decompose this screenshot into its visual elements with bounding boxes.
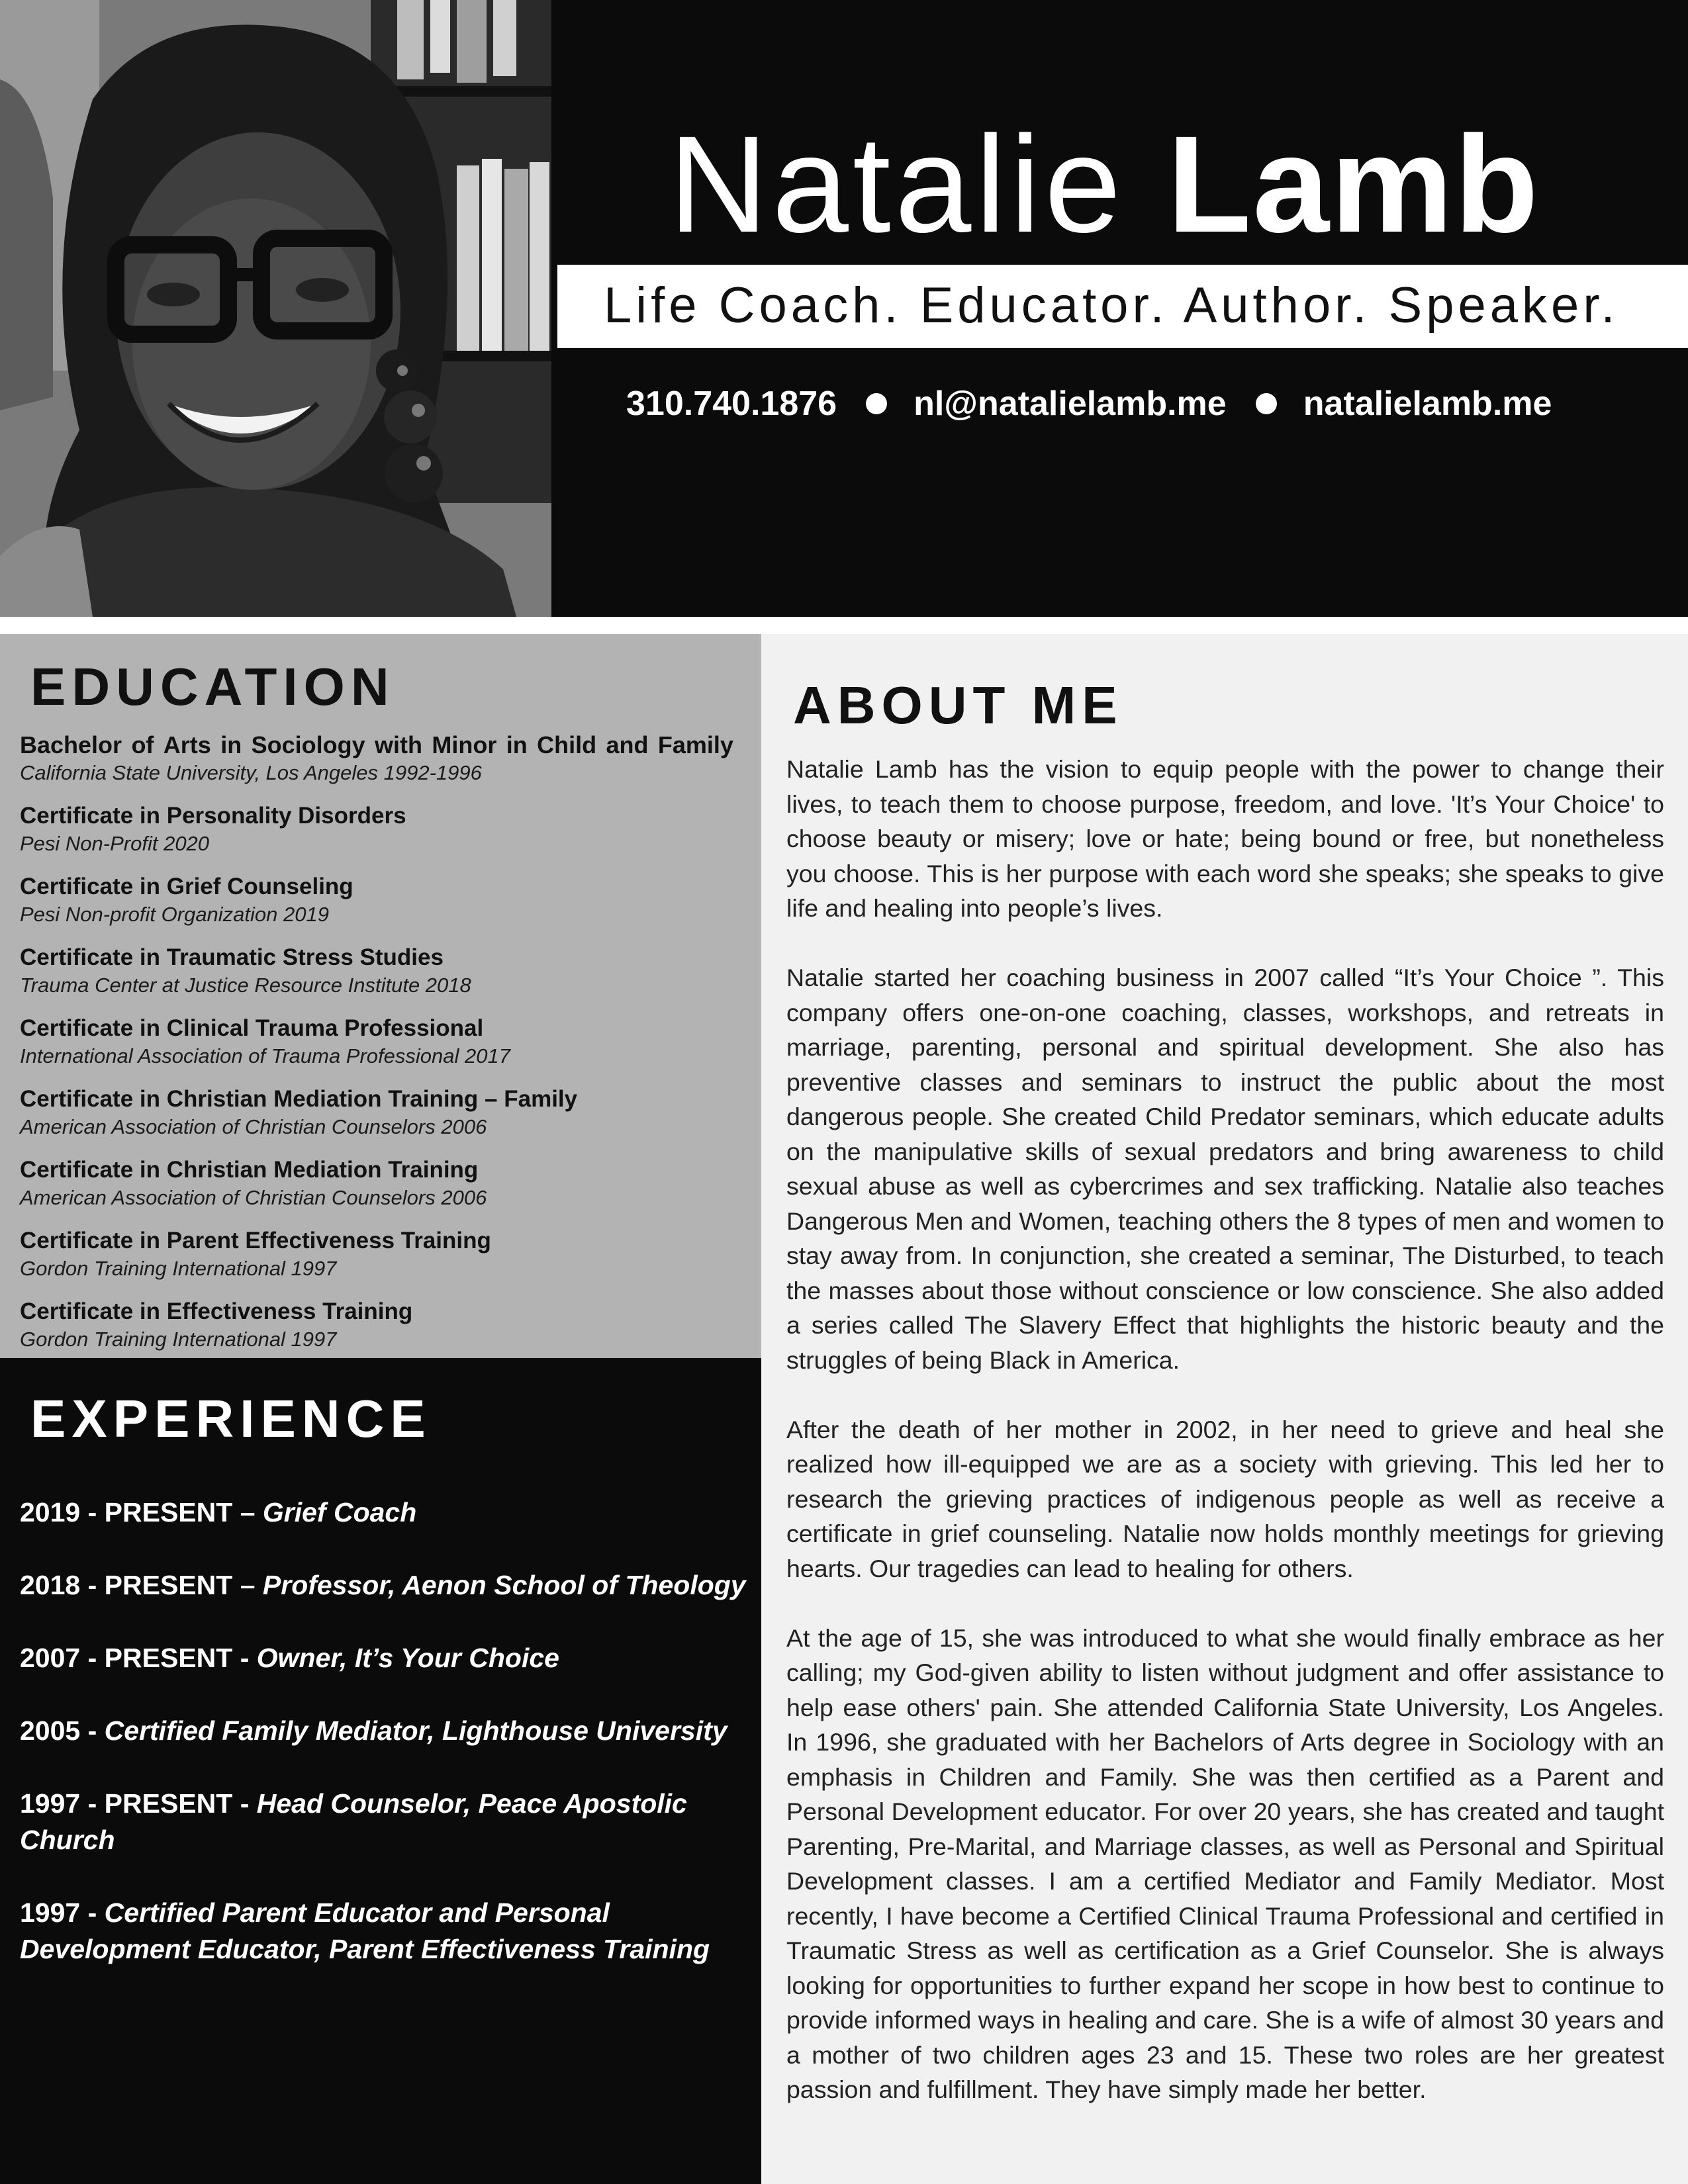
profile-photo (0, 0, 551, 617)
education-institution: American Association of Christian Counselors 2006 (20, 1115, 487, 1138)
first-name: Natalie (669, 108, 1125, 261)
degree-word: of (131, 731, 154, 758)
experience-item (20, 1786, 748, 1858)
education-item (20, 801, 741, 872)
degree-word: Minor (432, 731, 497, 758)
education-institution: Pesi Non-Profit 2020 (20, 832, 210, 855)
degree-word: Sociology (251, 731, 365, 758)
experience-section (0, 1358, 761, 2184)
education-item (20, 943, 741, 1014)
experience-item (20, 1895, 748, 1968)
about-body (786, 752, 1664, 2142)
experience-separator: – (232, 1497, 263, 1527)
tagline-band (557, 265, 1688, 348)
education-item (20, 1297, 741, 1368)
education-title: Certificate in Grief Counseling (20, 874, 353, 899)
about-heading: ABOUT ME (793, 676, 1123, 735)
education-item (20, 1085, 741, 1156)
education-title: Certificate in Traumatic Stress Studies (20, 944, 444, 970)
experience-item (20, 1494, 748, 1531)
education-list (20, 731, 741, 1368)
experience-role: Certified Parent Educator and Personal Development Educator, Parent Effectiveness Training (20, 1897, 710, 1964)
education-institution: American Association of Christian Counselors 2006 (20, 1186, 487, 1209)
education-title (20, 731, 733, 760)
about-paragraph: After the death of her mother in 2002, in her need to grieve and heal she realized how ill-equipped we are as a society with grieving. This led her to research the grieving practices of indigenous people as well as receive a certificate in grief counseling. Natalie now holds monthly meetings for grieving hearts. Our tragedies can lead to healing for others. (786, 1415, 1664, 1582)
education-item (20, 1156, 741, 1226)
degree-word: and (606, 731, 649, 758)
education-institution: International Association of Trauma Professional 2017 (20, 1044, 510, 1068)
about-paragraph: At the age of 15, she was introduced to what she would finally embrace as her calling; my God-given ability to listen without judgment and offer assistance to help ease others' pain. She attended California State University, Los Angeles. In 1996, she graduated with her Bachelors of Arts degree in Sociology with an emphasis in Children and Family. She was then certified as a Parent and Personal Development educator. For over 20 years, she has created and taught Parenting, Pre-Marital, and Marriage classes, as well as Personal and Spiritual Development classes. I am a certified Mediator and Family Mediator. Most recently, I have become a Certified Clinical Trauma Professional and certified in Traumatic Stress as well as certification as a Grief Counselor. She is always looking for opportunities to further expand her scope in how best to continue to provide informed ways in healing and care. She is a wife of almost 30 years and a mother of two children ages 23 and 15. These two roles are her greatest passion and fulfillment. They have simply made her better. (786, 1623, 1664, 2103)
name-title (669, 108, 1540, 261)
about-section (761, 617, 1688, 2184)
education-institution: Trauma Center at Justice Resource Institute 2018 (20, 974, 471, 997)
education-section (0, 617, 761, 1358)
about-paragraph: Natalie Lamb has the vision to equip people with the power to change their lives, to teach them to choose purpose, freedom, and love. 'It’s Your Choice' to choose beauty or misery; love or hate; being bound or free, but nonetheless you choose. This is her purpose with each word she speaks; she speaks to give life and healing into people’s lives. (786, 755, 1664, 922)
email-link[interactable]: nl@natalielamb.me (914, 385, 1227, 423)
degree-word: with (374, 731, 422, 758)
experience-role: Head Counselor, Peace Apostolic Church (20, 1788, 687, 1855)
experience-item (20, 1567, 748, 1604)
website-link[interactable]: natalielamb.me (1303, 385, 1552, 423)
education-item (20, 731, 741, 801)
phone[interactable]: 310.740.1876 (626, 385, 837, 423)
tagline: Life Coach. Educator. Author. Speaker. (604, 277, 1619, 334)
degree-word: in (220, 731, 242, 758)
education-heading: EDUCATION (30, 657, 395, 716)
degree-word: Bachelor (20, 731, 122, 758)
experience-role: Owner, It’s Your Choice (256, 1643, 559, 1673)
education-institution: Gordon Training International 1997 (20, 1328, 337, 1351)
education-item (20, 1014, 741, 1085)
bullet-dot-icon (1256, 393, 1277, 414)
experience-period: 2007 - PRESENT (20, 1643, 233, 1673)
education-title: Certificate in Parent Effectiveness Training (20, 1228, 491, 1253)
experience-separator: - (80, 1715, 105, 1746)
education-item (20, 872, 741, 943)
experience-separator: - (232, 1643, 257, 1673)
experience-period: 2019 - PRESENT (20, 1497, 233, 1527)
degree-word: Arts (163, 731, 211, 758)
degree-word: Child (537, 731, 597, 758)
experience-period: 1997 (20, 1897, 81, 1928)
experience-item (20, 1713, 748, 1749)
about-paragraph: Natalie started her coaching business in 2007 called “It’s Your Choice ”. This company offers one-on-one coaching, classes, workshops, and retreats in marriage, parenting, personal and spiritual development. She also has preventive classes and seminars to instruct the public about the most dangerous people. She created Child Predator seminars, which educate adults on the manipulative skills of sexual predators and bring awareness to child sexual abuse as well as cybercrimes and sex trafficking. Natalie also teaches Dangerous Men and Women, teaching others the 8 types of men and women to stay away from. In conjunction, she created a seminar, The Disturbed, to teach the masses about those without conscience or low conscience. She also added a series called The Slavery Effect that highlights the historic beauty and the struggles of being Black in America. (786, 964, 1664, 1374)
education-title: Certificate in Personality Disorders (20, 803, 406, 829)
education-item (20, 1226, 741, 1297)
experience-separator: – (232, 1570, 263, 1600)
education-title: Certificate in Christian Mediation Training (20, 1157, 479, 1183)
experience-role: Professor, Aenon School of Theology (262, 1570, 746, 1600)
header (0, 0, 1688, 617)
last-name: Lamb (1167, 108, 1540, 261)
education-institution: California State University, Los Angeles 1992-1996 (20, 761, 482, 784)
experience-separator: - (232, 1788, 257, 1819)
experience-role: Grief Coach (262, 1497, 417, 1527)
experience-role: Certified Family Mediator, Lighthouse University (104, 1715, 727, 1746)
education-institution: Pesi Non-profit Organization 2019 (20, 903, 329, 926)
experience-item (20, 1640, 748, 1676)
education-title: Certificate in Christian Mediation Training – Family (20, 1086, 578, 1112)
bullet-dot-icon (866, 393, 887, 414)
experience-list (20, 1494, 748, 2004)
experience-period: 2005 (20, 1715, 81, 1746)
contact-line (626, 384, 1552, 424)
experience-period: 2018 - PRESENT (20, 1570, 233, 1600)
experience-heading: EXPERIENCE (30, 1389, 432, 1448)
degree-word: Family (657, 731, 733, 758)
experience-separator: - (80, 1897, 105, 1928)
experience-period: 1997 - PRESENT (20, 1788, 233, 1819)
education-title: Certificate in Clinical Trauma Professional (20, 1015, 484, 1041)
education-institution: Gordon Training International 1997 (20, 1257, 337, 1280)
degree-word: in (506, 731, 528, 758)
education-title: Certificate in Effectiveness Training (20, 1298, 413, 1324)
